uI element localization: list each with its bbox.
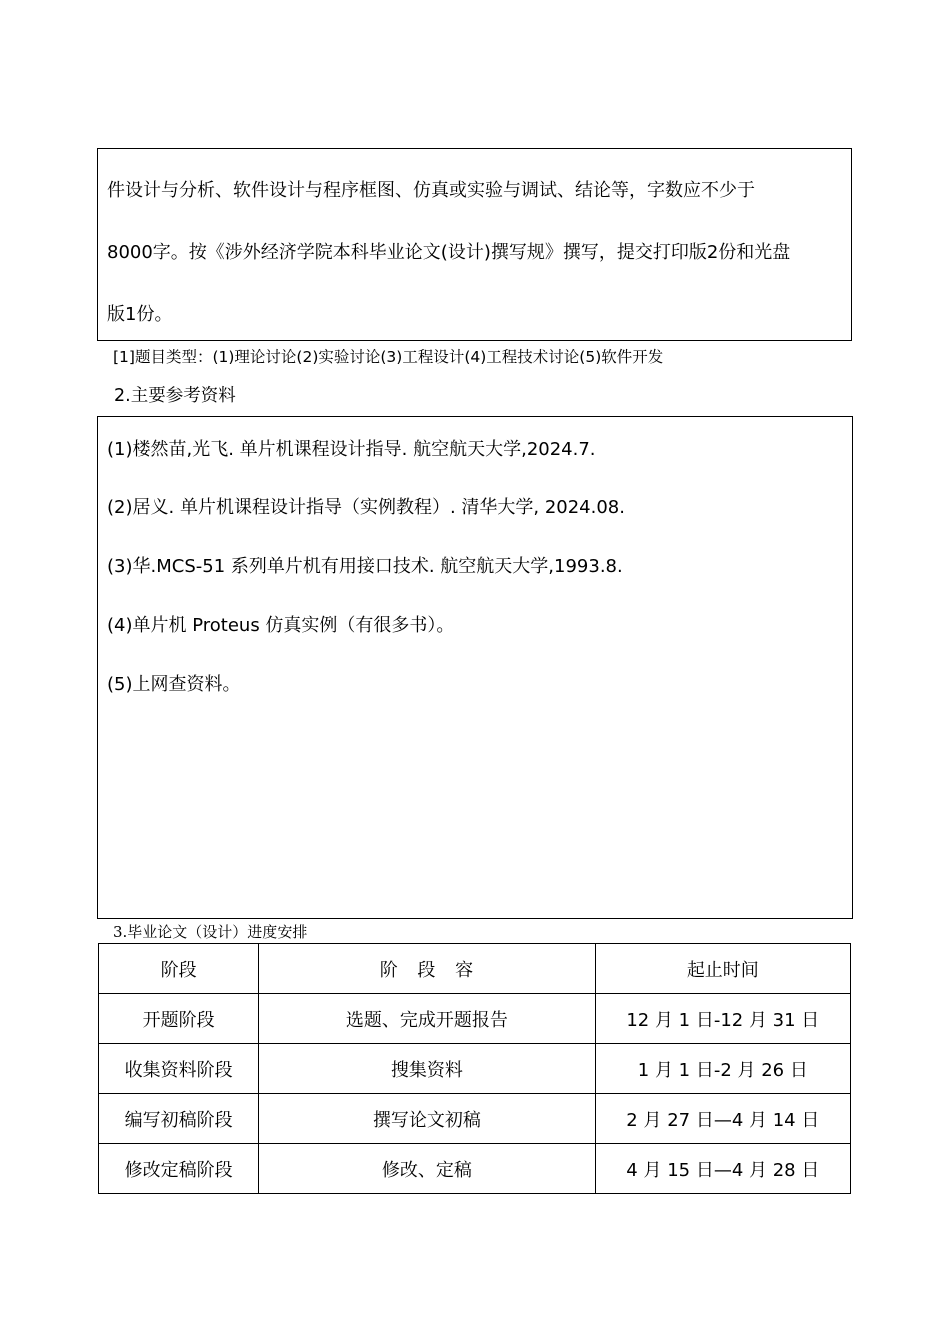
content-cell: 选题、完成开题报告 — [259, 994, 595, 1044]
requirements-line-1: 件设计与分析、软件设计与程序框图、仿真或实验与调试、结论等，字数应不少于 — [107, 180, 755, 201]
content-cell: 撰写论文初稿 — [259, 1094, 595, 1144]
reference-item: (2)居义. 单片机课程设计指导（实例教程）. 清华大学, 2024.08. — [107, 497, 625, 518]
requirements-line-2: 8000字。按《涉外经济学院本科毕业论文(设计)撰写规》撰写，提交打印版2份和光盘 — [107, 242, 791, 263]
period-cell: 2 月 27 日—4 月 14 日 — [595, 1094, 850, 1144]
reference-item: (3)华.MCS-51 系列单片机有用接口技术. 航空航天大学,1993.8. — [107, 556, 623, 577]
header-stage: 阶段 — [99, 944, 259, 994]
period-cell: 1 月 1 日-2 月 26 日 — [595, 1044, 850, 1094]
stage-cell: 收集资料阶段 — [99, 1044, 259, 1094]
references-box — [97, 416, 853, 919]
content-cell: 搜集资料 — [259, 1044, 595, 1094]
period-cell: 12 月 1 日-12 月 31 日 — [595, 994, 850, 1044]
table-row — [99, 1044, 851, 1094]
stage-cell: 编写初稿阶段 — [99, 1094, 259, 1144]
header-period: 起止时间 — [595, 944, 850, 994]
requirements-continued-box — [97, 148, 852, 341]
period-cell: 4 月 15 日—4 月 28 日 — [595, 1144, 850, 1194]
section-3-title: 3.毕业论文（设计）进度安排 — [113, 923, 308, 941]
schedule-table — [98, 943, 851, 1194]
header-content: 阶 段 容 — [259, 944, 595, 994]
table-row — [99, 994, 851, 1044]
table-row — [99, 1144, 851, 1194]
table-row — [99, 1094, 851, 1144]
table-header-row — [99, 944, 851, 994]
reference-item: (4)单片机 Proteus 仿真实例（有很多书）。 — [107, 615, 455, 636]
reference-item: (1)楼然苗,光飞. 单片机课程设计指导. 航空航天大学,2024.7. — [107, 439, 596, 460]
stage-cell: 开题阶段 — [99, 994, 259, 1044]
reference-item: (5)上网查资料。 — [107, 674, 241, 695]
section-2-title: 2.主要参考资料 — [114, 386, 236, 406]
topic-type-footnote: [1]题目类型：(1)理论讨论(2)实验讨论(3)工程设计(4)工程技术讨论(5)软件开发 — [113, 348, 664, 366]
requirements-line-3: 版1份。 — [107, 304, 173, 325]
content-cell: 修改、定稿 — [259, 1144, 595, 1194]
stage-cell: 修改定稿阶段 — [99, 1144, 259, 1194]
